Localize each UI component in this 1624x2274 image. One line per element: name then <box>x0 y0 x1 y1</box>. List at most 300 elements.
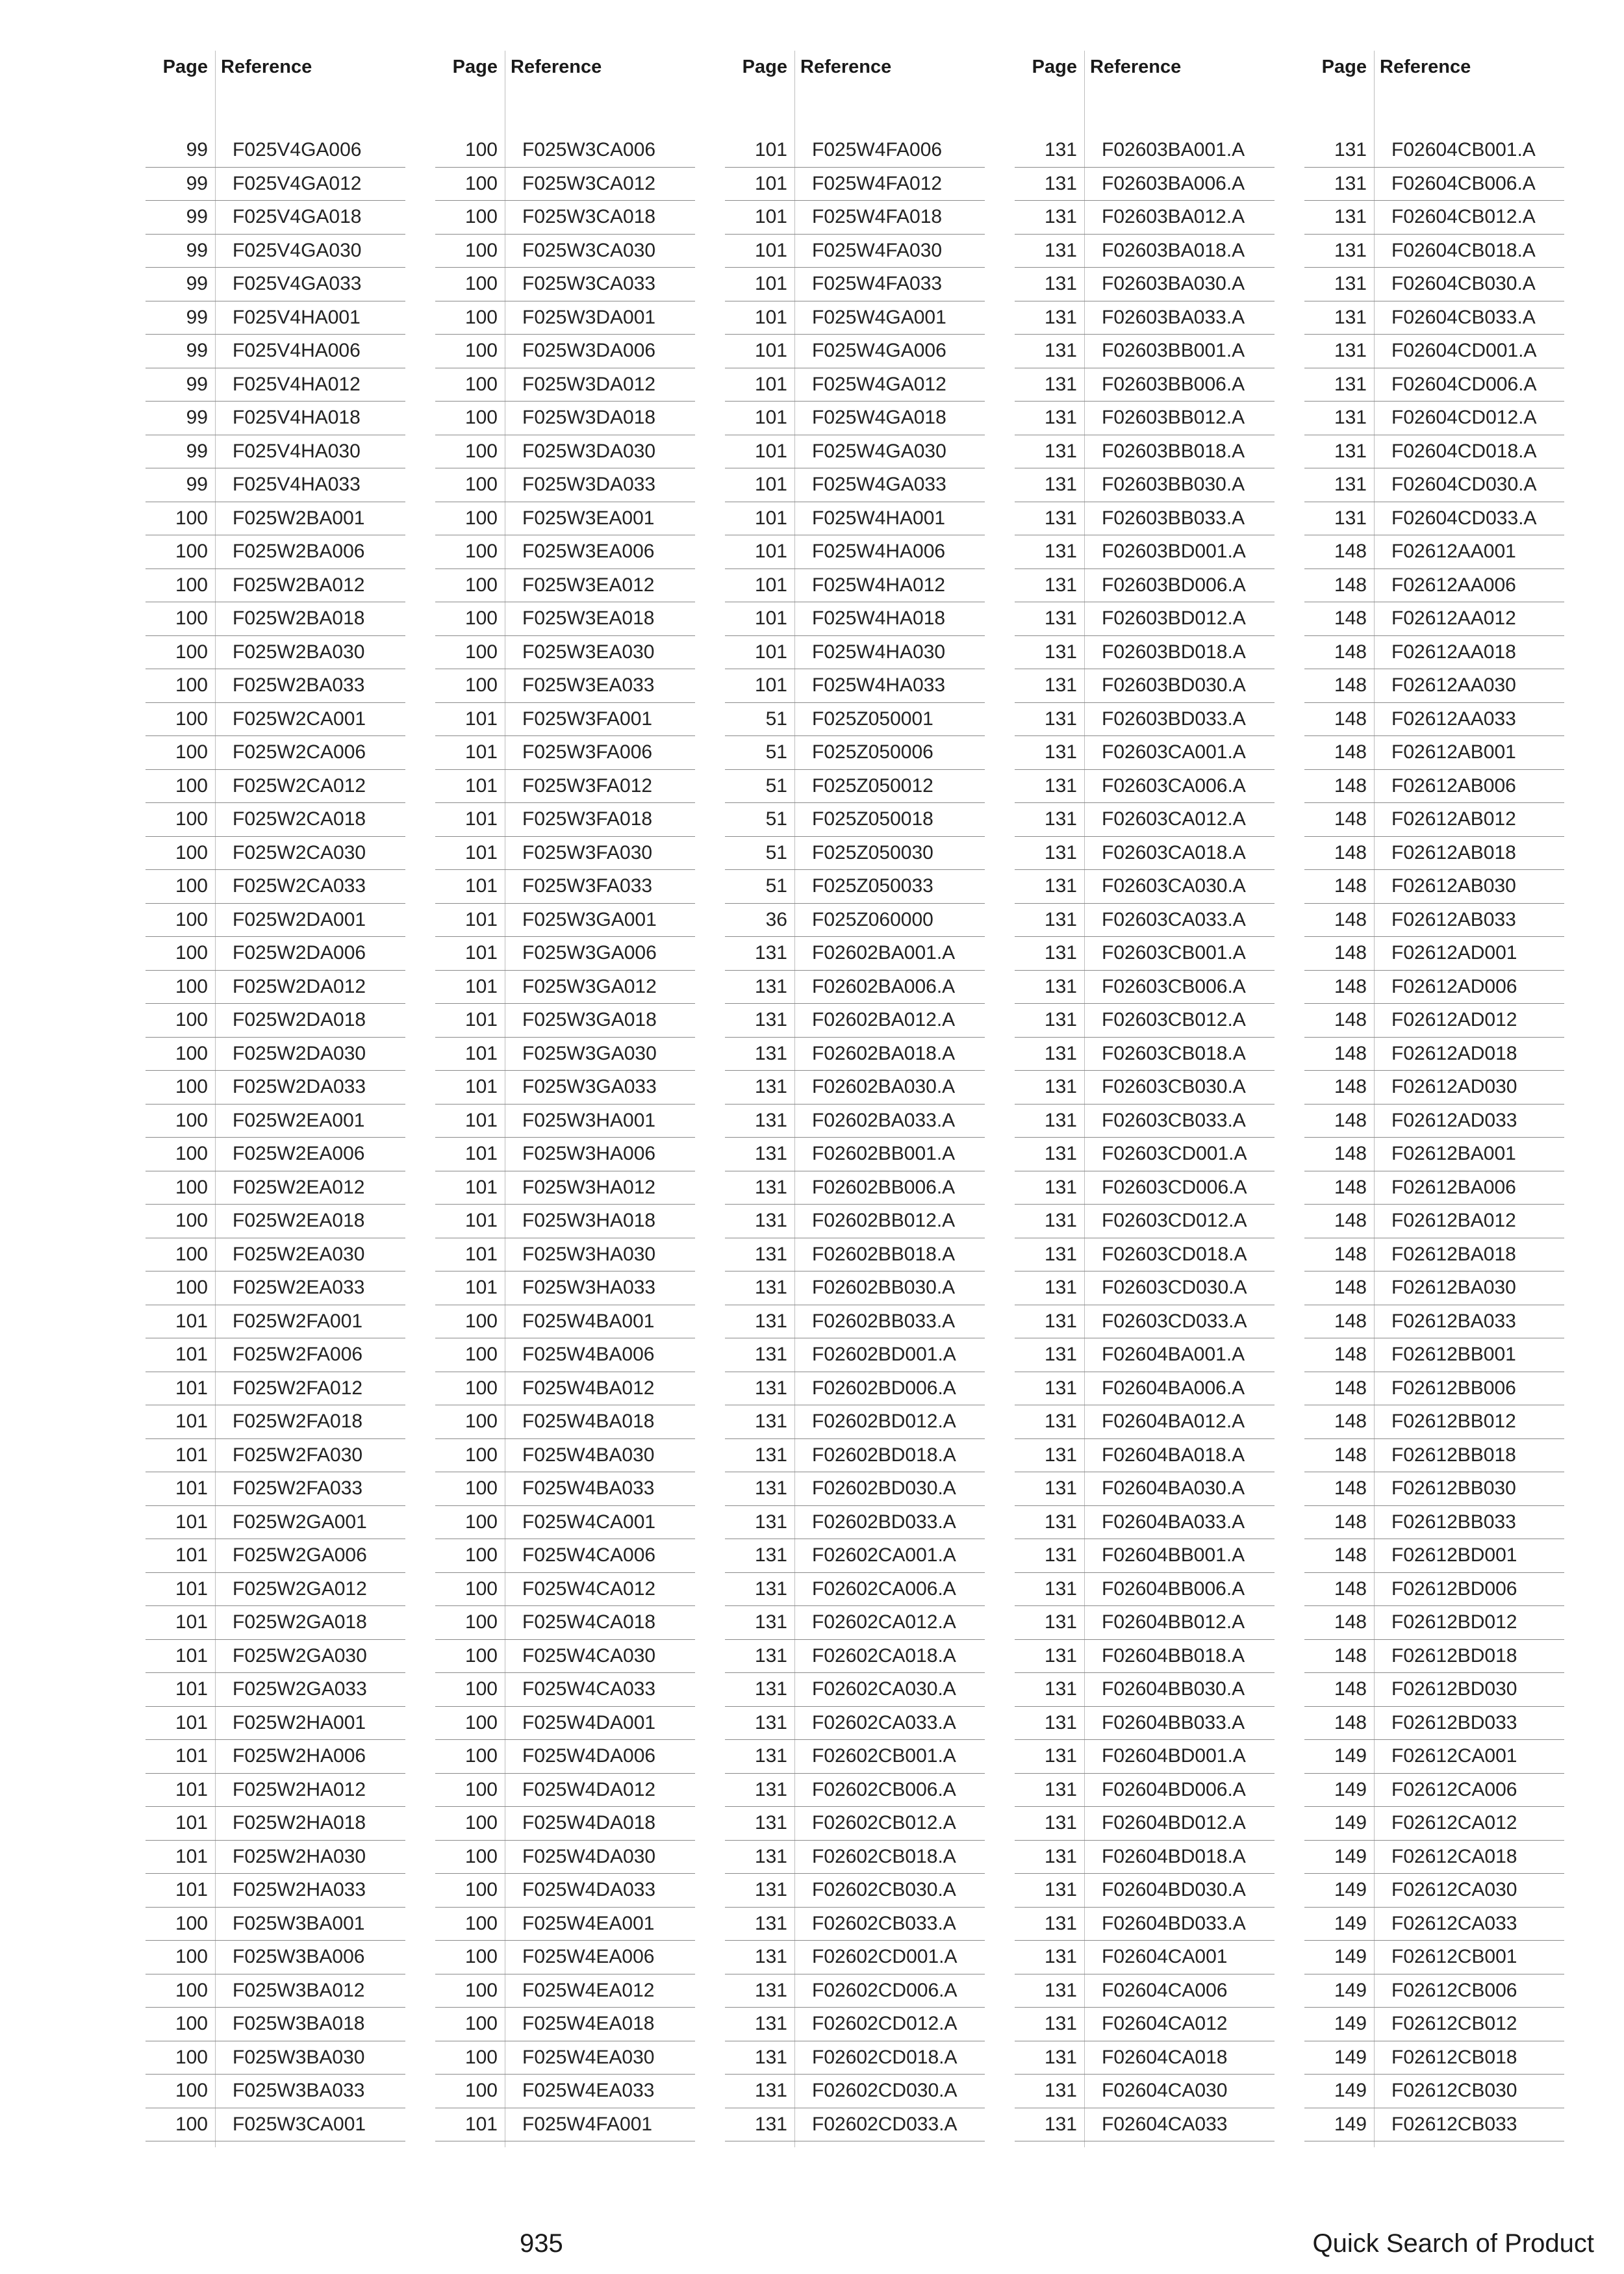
reference-cell: F02602CD006.A <box>812 1979 958 2001</box>
table-row <box>435 2008 695 2041</box>
table-row <box>435 1807 695 1841</box>
page-cell: 100 <box>464 1477 498 1499</box>
reference-cell: F025W3BA001 <box>233 1912 365 1934</box>
reference-cell: F02602CD001.A <box>812 1946 958 1967</box>
page-cell: 100 <box>464 1678 498 1700</box>
reference-cell: F02604BD033.A <box>1102 1912 1246 1934</box>
table-row <box>435 168 695 201</box>
reference-cell: F02604BA001.A <box>1102 1344 1245 1365</box>
table-row <box>435 435 695 469</box>
reference-cell: F02612BA033 <box>1391 1310 1516 1332</box>
table-row <box>435 837 695 871</box>
reference-cell: F02604BB033.A <box>1102 1711 1245 1733</box>
page-cell: 148 <box>1334 674 1367 696</box>
table-row <box>435 468 695 502</box>
page-cell: 148 <box>1334 975 1367 997</box>
table-row <box>1304 937 1564 971</box>
reference-cell: F025W3CA030 <box>522 239 656 261</box>
table-row <box>146 1105 405 1138</box>
page-cell: 101 <box>175 1477 208 1499</box>
reference-cell: F02603CD018.A <box>1102 1243 1247 1265</box>
reference-cell: F025W3BA006 <box>233 1946 365 1967</box>
header-page: Page <box>162 57 208 77</box>
page-cell: 101 <box>175 1544 208 1566</box>
page-cell: 101 <box>464 741 498 763</box>
reference-cell: F02603BA018.A <box>1102 239 1245 261</box>
table-row <box>1304 904 1564 938</box>
page-cell: 131 <box>1044 674 1077 696</box>
table-row <box>1015 1573 1275 1607</box>
page-cell: 148 <box>1334 1544 1367 1566</box>
page-cell: 101 <box>754 172 787 194</box>
header-reference: Reference <box>511 57 602 77</box>
reference-cell: F02604BB018.A <box>1102 1644 1245 1667</box>
page-cell: 148 <box>1334 841 1367 863</box>
page-cell: 101 <box>464 1210 498 1231</box>
page-cell: 51 <box>765 808 787 830</box>
page-cell: 148 <box>1334 1411 1367 1432</box>
table-row <box>146 1472 405 1506</box>
page-cell: 148 <box>1334 1678 1367 1700</box>
table-row <box>1304 2075 1564 2108</box>
reference-cell: F025W2EA033 <box>233 1277 365 1298</box>
table-row <box>435 1305 695 1339</box>
reference-cell: F02602BB012.A <box>812 1210 956 1231</box>
page-cell: 131 <box>754 1979 787 2001</box>
page-cell: 100 <box>464 607 498 629</box>
page-cell: 101 <box>754 474 787 495</box>
table-row <box>725 1774 985 1808</box>
table-row <box>1015 1105 1275 1138</box>
reference-cell: F025W4HA033 <box>812 674 946 696</box>
table-row <box>725 435 985 469</box>
reference-cell: F02602CD030.A <box>812 2080 958 2101</box>
table-row <box>1304 1004 1564 1038</box>
page-cell: 100 <box>175 1042 208 1064</box>
page-cell: 131 <box>1044 206 1077 227</box>
reference-cell: F025W3GA033 <box>522 1076 657 1097</box>
page-cell: 131 <box>754 975 787 997</box>
reference-cell: F025W4GA012 <box>812 373 946 395</box>
table-row <box>435 1673 695 1707</box>
reference-cell: F02612AD012 <box>1391 1009 1517 1030</box>
table-row <box>1015 1807 1275 1841</box>
reference-cell: F02604CD006.A <box>1391 373 1537 395</box>
page-cell: 131 <box>1334 273 1367 294</box>
page-cell: 131 <box>1334 474 1367 495</box>
table-row <box>146 1740 405 1774</box>
reference-cell: F025W4GA030 <box>812 440 946 462</box>
reference-cell: F02603BA030.A <box>1102 273 1245 294</box>
reference-cell: F02604CB033.A <box>1391 306 1536 328</box>
reference-cell: F025W2HA001 <box>233 1711 366 1733</box>
reference-cell: F025W4FA012 <box>812 172 943 194</box>
table-row <box>1304 134 1564 168</box>
index-rows <box>146 134 405 2141</box>
reference-cell: F025W2FA018 <box>233 1411 363 1432</box>
reference-cell: F02612CA006 <box>1391 1778 1517 1800</box>
page-cell: 131 <box>754 1009 787 1030</box>
reference-cell: F025W3CA033 <box>522 273 656 294</box>
table-row <box>146 1707 405 1741</box>
header-page: Page <box>742 57 787 77</box>
reference-cell: F025W2BA033 <box>233 674 365 696</box>
reference-cell: F02602CA018.A <box>812 1644 956 1667</box>
table-row <box>1304 1372 1564 1406</box>
reference-cell: F02612BB001 <box>1391 1344 1516 1365</box>
page-cell: 99 <box>186 273 208 294</box>
table-row <box>1015 870 1275 904</box>
page-cell: 99 <box>186 306 208 328</box>
table-row <box>1304 1271 1564 1305</box>
page-cell: 101 <box>175 1344 208 1365</box>
page-cell: 148 <box>1334 1143 1367 1164</box>
table-row <box>1015 1673 1275 1707</box>
page-cell: 148 <box>1334 1109 1367 1131</box>
table-row <box>146 402 405 435</box>
page-cell: 131 <box>1044 1377 1077 1399</box>
page-cell: 101 <box>464 1277 498 1298</box>
table-row <box>1304 1640 1564 1674</box>
table-row <box>1015 2041 1275 2075</box>
table-row <box>1015 1740 1275 1774</box>
page-cell: 101 <box>754 340 787 361</box>
page-cell: 100 <box>175 1176 208 1198</box>
reference-cell: F02603BB001.A <box>1102 340 1245 361</box>
reference-cell: F02612BD006 <box>1391 1578 1517 1600</box>
table-row <box>1015 1539 1275 1573</box>
reference-cell: F02604CD018.A <box>1391 440 1537 462</box>
table-row <box>725 2008 985 2041</box>
page-cell: 100 <box>464 1812 498 1833</box>
table-row <box>725 1974 985 2008</box>
page-cell: 100 <box>175 2080 208 2101</box>
table-row <box>146 435 405 469</box>
page-cell: 131 <box>754 1611 787 1633</box>
reference-cell: F025W2GA006 <box>233 1544 367 1566</box>
reference-cell: F02604BD018.A <box>1102 1845 1246 1867</box>
reference-cell: F025V4HA033 <box>233 474 361 495</box>
reference-cell: F02604CA006 <box>1102 1979 1228 2001</box>
page-cell: 131 <box>754 1277 787 1298</box>
reference-cell: F025W2CA006 <box>233 741 366 763</box>
reference-cell: F02612CB030 <box>1391 2080 1517 2101</box>
page-cell: 100 <box>175 1946 208 1967</box>
page-cell: 101 <box>754 507 787 529</box>
table-row <box>435 703 695 737</box>
table-row <box>1015 1004 1275 1038</box>
page-cell: 131 <box>754 1912 787 1934</box>
table-row <box>1304 1707 1564 1741</box>
table-row <box>146 1338 405 1372</box>
reference-cell: F025W4FA006 <box>812 139 943 160</box>
index-column-2 <box>435 0 695 2144</box>
reference-cell: F025W3BA012 <box>233 1979 365 2001</box>
reference-cell: F02603BA033.A <box>1102 306 1245 328</box>
reference-cell: F02612BD001 <box>1391 1544 1517 1566</box>
page-cell: 148 <box>1334 1076 1367 1097</box>
table-row <box>435 1573 695 1607</box>
table-row <box>1304 736 1564 770</box>
reference-cell: F025W4DA001 <box>522 1711 656 1733</box>
page-cell: 99 <box>186 172 208 194</box>
header-reference: Reference <box>1380 57 1471 77</box>
reference-cell: F025W2GA001 <box>233 1511 367 1533</box>
page-cell: 101 <box>464 774 498 797</box>
reference-cell: F025V4GA030 <box>233 239 362 261</box>
table-row <box>1304 1071 1564 1105</box>
table-row <box>725 1740 985 1774</box>
reference-cell: F02612AD006 <box>1391 975 1517 997</box>
reference-cell: F02604BB006.A <box>1102 1578 1245 1600</box>
reference-cell: F025W3GA006 <box>522 942 657 964</box>
page-cell: 131 <box>1044 1946 1077 1967</box>
page-cell: 131 <box>754 1344 787 1365</box>
reference-cell: F02602BA012.A <box>812 1009 956 1030</box>
reference-cell: F025W4GA001 <box>812 306 946 328</box>
table-row <box>435 1974 695 2008</box>
table-row <box>1015 703 1275 737</box>
page-cell: 100 <box>464 340 498 361</box>
table-row <box>725 268 985 301</box>
page-cell: 131 <box>1044 574 1077 596</box>
page-cell: 101 <box>464 808 498 830</box>
table-row <box>1304 1138 1564 1171</box>
page-cell: 131 <box>754 1644 787 1667</box>
page-cell: 148 <box>1334 942 1367 964</box>
reference-cell: F025W2DA033 <box>233 1076 366 1097</box>
page-cell: 131 <box>1044 474 1077 495</box>
reference-cell: F02612BB018 <box>1391 1444 1516 1466</box>
reference-cell: F02612AD030 <box>1391 1076 1517 1097</box>
reference-cell: F02612AB006 <box>1391 774 1516 797</box>
page-cell: 101 <box>754 440 787 462</box>
page-cell: 131 <box>1044 1845 1077 1867</box>
table-row <box>435 1539 695 1573</box>
table-row <box>1015 1238 1275 1272</box>
reference-cell: F025Z050030 <box>812 841 933 863</box>
page-cell: 131 <box>1044 908 1077 930</box>
page-cell: 131 <box>1044 808 1077 830</box>
page-cell: 51 <box>765 708 787 730</box>
page-cell: 100 <box>464 373 498 395</box>
table-row <box>725 1707 985 1741</box>
page-cell: 99 <box>186 340 208 361</box>
page-cell: 101 <box>464 908 498 930</box>
reference-cell: F025W4EA001 <box>522 1912 655 1934</box>
reference-cell: F025W2DA001 <box>233 908 366 930</box>
page-cell: 148 <box>1334 741 1367 763</box>
reference-cell: F025W3HA033 <box>522 1277 656 1298</box>
reference-cell: F025W3EA018 <box>522 607 655 629</box>
page-cell: 100 <box>464 1879 498 1900</box>
reference-cell: F025W4DA012 <box>522 1778 656 1800</box>
table-row <box>146 1640 405 1674</box>
reference-cell: F02603BA006.A <box>1102 172 1245 194</box>
reference-cell: F02612AD018 <box>1391 1042 1517 1064</box>
page-cell: 131 <box>1044 1411 1077 1432</box>
reference-cell: F02602BD033.A <box>812 1511 956 1533</box>
page-cell: 101 <box>754 574 787 596</box>
reference-cell: F025W3CA012 <box>522 172 656 194</box>
table-row <box>1304 837 1564 871</box>
table-row <box>1304 201 1564 235</box>
table-row <box>435 201 695 235</box>
page-cell: 101 <box>754 674 787 696</box>
index-column-3 <box>725 0 985 2144</box>
reference-cell: F02612BA012 <box>1391 1210 1516 1231</box>
table-row <box>1304 636 1564 670</box>
table-row <box>146 1372 405 1406</box>
page-cell: 149 <box>1334 1879 1367 1900</box>
table-row <box>1015 1707 1275 1741</box>
page-cell: 101 <box>464 1109 498 1131</box>
page-cell: 131 <box>754 1678 787 1700</box>
reference-cell: F025W2DA012 <box>233 975 366 997</box>
table-row <box>725 1941 985 1974</box>
page-cell: 148 <box>1334 1511 1367 1533</box>
table-row <box>435 1071 695 1105</box>
reference-cell: F025W2BA030 <box>233 641 365 663</box>
table-row <box>725 636 985 670</box>
page-cell: 148 <box>1334 1310 1367 1332</box>
reference-cell: F02602BD018.A <box>812 1444 956 1466</box>
table-row <box>725 770 985 804</box>
table-row <box>435 2075 695 2108</box>
table-row <box>1304 1472 1564 1506</box>
page-cell: 131 <box>1044 975 1077 997</box>
reference-cell: F02603CD012.A <box>1102 1210 1247 1231</box>
table-row <box>725 468 985 502</box>
page-cell: 100 <box>464 1778 498 1800</box>
table-row <box>725 2075 985 2108</box>
reference-cell: F025W2HA012 <box>233 1778 366 1800</box>
reference-cell: F025W2GA030 <box>233 1644 367 1667</box>
reference-cell: F02612BA018 <box>1391 1243 1516 1265</box>
reference-cell: F02604BD012.A <box>1102 1812 1246 1833</box>
reference-cell: F02612AA012 <box>1391 607 1516 629</box>
table-row <box>725 1038 985 1071</box>
page-cell: 100 <box>464 2080 498 2101</box>
reference-cell: F02602CB006.A <box>812 1778 956 1800</box>
reference-cell: F025W4DA033 <box>522 1879 656 1900</box>
table-row <box>146 870 405 904</box>
table-row <box>1304 602 1564 636</box>
page-cell: 131 <box>1334 172 1367 194</box>
page-cell: 100 <box>175 808 208 830</box>
page-cell: 101 <box>754 273 787 294</box>
page-cell: 148 <box>1334 875 1367 897</box>
page-cell: 100 <box>464 306 498 328</box>
page-cell: 100 <box>464 1912 498 1934</box>
table-row <box>1304 2108 1564 2142</box>
reference-cell: F02612AB001 <box>1391 741 1516 763</box>
page-cell: 100 <box>175 641 208 663</box>
table-row <box>435 2108 695 2142</box>
table-row <box>435 2041 695 2075</box>
reference-cell: F02602BA001.A <box>812 942 956 964</box>
reference-cell: F02602CB001.A <box>812 1745 956 1767</box>
page-cell: 131 <box>1044 1511 1077 1533</box>
reference-cell: F025W4GA006 <box>812 340 946 361</box>
table-row <box>1015 368 1275 402</box>
reference-cell: F025W3BA018 <box>233 2013 365 2034</box>
reference-cell: F02602BA033.A <box>812 1109 956 1131</box>
table-row <box>146 535 405 569</box>
page-cell: 100 <box>464 139 498 160</box>
table-row <box>725 937 985 971</box>
table-row <box>1015 335 1275 368</box>
table-row <box>725 1004 985 1038</box>
page-cell: 148 <box>1334 1210 1367 1231</box>
reference-cell: F02603CA018.A <box>1102 841 1246 863</box>
reference-cell: F02603BB012.A <box>1102 407 1245 428</box>
page-cell: 100 <box>175 908 208 930</box>
page-cell: 101 <box>464 1176 498 1198</box>
reference-cell: F025W4BA001 <box>522 1310 655 1332</box>
page-cell: 100 <box>175 1109 208 1131</box>
table-row <box>1015 803 1275 837</box>
reference-cell: F02604BD030.A <box>1102 1879 1246 1900</box>
reference-cell: F025Z050012 <box>812 774 933 797</box>
table-row <box>146 1071 405 1105</box>
reference-cell: F02603BD030.A <box>1102 674 1246 696</box>
page-cell: 131 <box>754 1243 787 1265</box>
table-row <box>435 134 695 168</box>
reference-cell: F025W4BA030 <box>522 1444 655 1466</box>
reference-cell: F02612BD030 <box>1391 1678 1517 1700</box>
reference-cell: F025W2FA030 <box>233 1444 363 1466</box>
reference-cell: F025W3FA006 <box>522 741 653 763</box>
table-row <box>146 1405 405 1439</box>
reference-cell: F025W4HA001 <box>812 507 946 529</box>
page-cell: 148 <box>1334 1042 1367 1064</box>
table-row <box>1015 168 1275 201</box>
table-row <box>725 1573 985 1607</box>
page-cell: 131 <box>1044 1979 1077 2001</box>
reference-cell: F02603BB006.A <box>1102 373 1245 395</box>
reference-cell: F025W3CA018 <box>522 206 656 227</box>
table-row <box>725 569 985 603</box>
table-row <box>435 535 695 569</box>
reference-index <box>146 0 1594 2144</box>
page-cell: 131 <box>1044 1076 1077 1097</box>
page-cell: 100 <box>464 2013 498 2034</box>
page-cell: 101 <box>754 541 787 562</box>
reference-cell: F025V4GA006 <box>233 139 362 160</box>
page-cell: 131 <box>1044 1544 1077 1566</box>
reference-cell: F02603BB033.A <box>1102 507 1245 529</box>
reference-cell: F025W4GA033 <box>812 474 946 495</box>
table-row <box>146 2075 405 2108</box>
table-row <box>1304 1105 1564 1138</box>
table-row <box>435 368 695 402</box>
page-cell: 131 <box>1044 1678 1077 1700</box>
table-row <box>1015 201 1275 235</box>
table-row <box>435 268 695 301</box>
table-row <box>1304 1841 1564 1874</box>
table-row <box>146 703 405 737</box>
reference-cell: F025W2BA001 <box>233 507 365 529</box>
table-row <box>1304 435 1564 469</box>
page-cell: 100 <box>175 2046 208 2068</box>
reference-cell: F02604BB012.A <box>1102 1611 1245 1633</box>
reference-cell: F02612BD033 <box>1391 1711 1517 1733</box>
reference-cell: F025W3GA030 <box>522 1042 657 1064</box>
reference-cell: F02603CB012.A <box>1102 1009 1246 1030</box>
table-row <box>1015 669 1275 703</box>
page-cell: 100 <box>464 1344 498 1365</box>
